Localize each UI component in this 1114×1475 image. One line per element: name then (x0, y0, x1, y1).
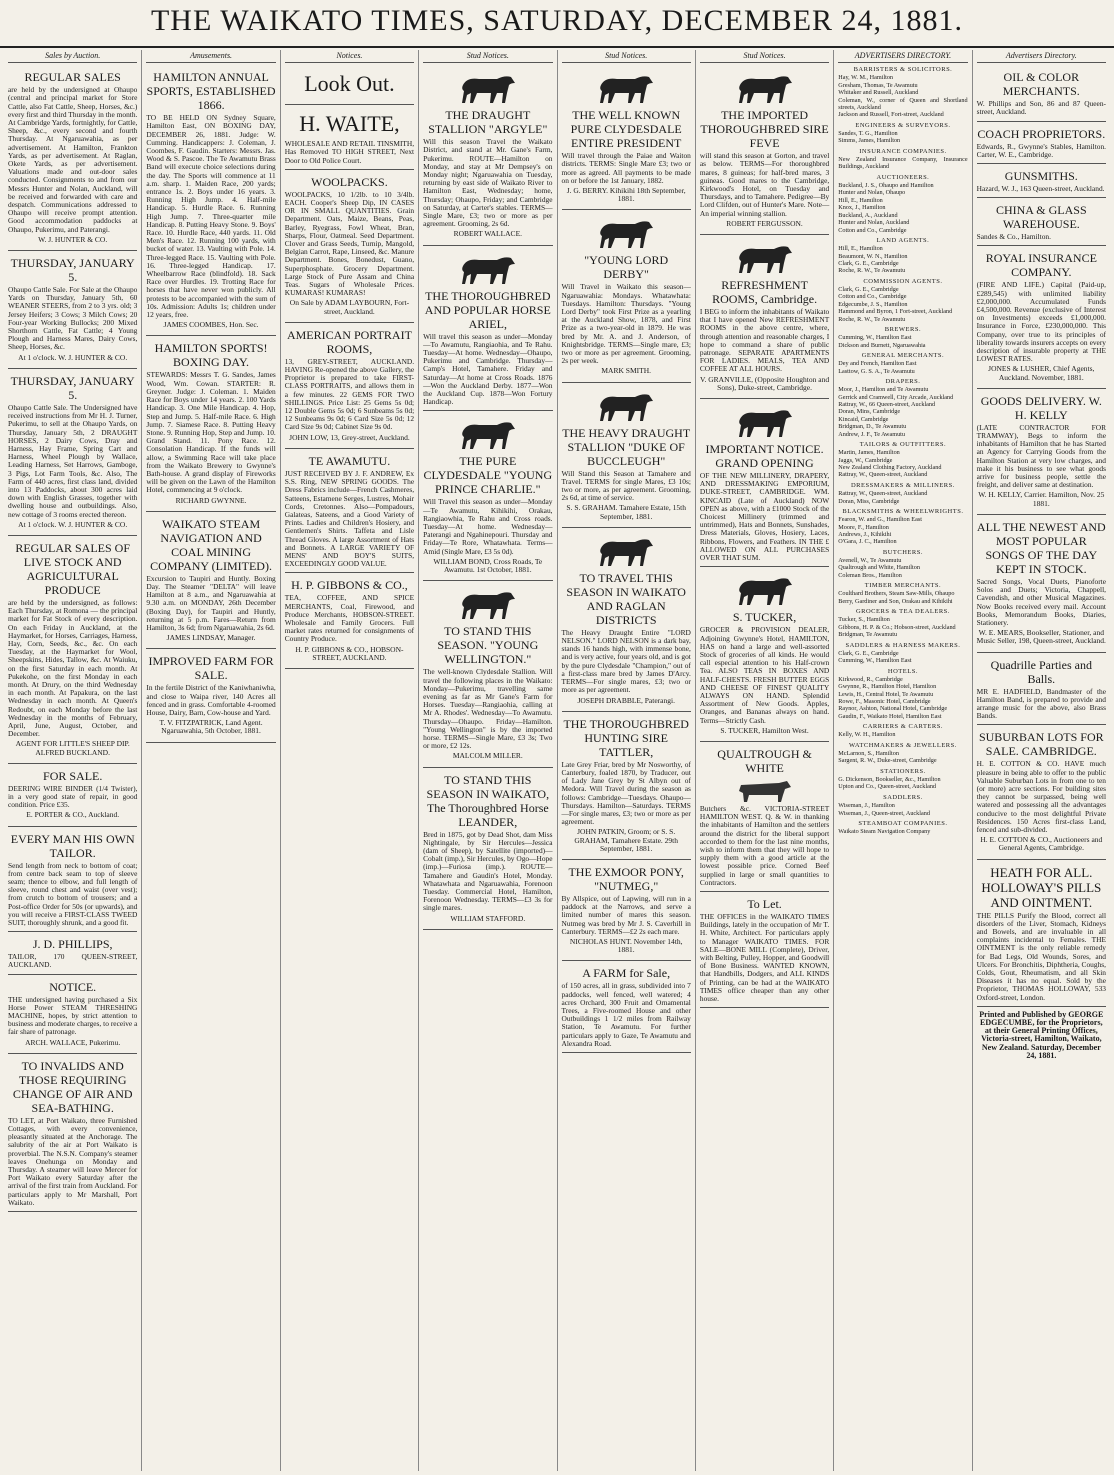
ad-body: Edwards, R., Gwynne's Stables, Hamilton. Carter, W. E., Cambridge. (976, 141, 1106, 159)
directory-category: GENERAL MERCHANTS. (861, 352, 945, 359)
directory-entry: Rattray, W., Queen-street, Auckland (838, 471, 928, 479)
horse-illustration-icon (591, 534, 661, 568)
ad-body: OF THE NEW MILLINERY, DRAPERY, AND DRESSMAKING EMPORIUM, DUKE-STREET, CAMBRIDGE. WM. KINCAID (Late of Auckland) NOW OPEN as above, with a £1000 Stock of the Choicest Millinery (trimmed and untrimmed), Hats and Bonnets, Sunshades, Dress Materials, Gloves, Hosiery, Laces, Ribbons, Flowers, and Feathers. IN THE £ ALLOWED ON ALL PURCHASES OVER THAT SUM. (699, 471, 830, 563)
directory-entry: Kirkwood, R., Cambridge (838, 675, 903, 683)
directory-category: BLACKSMITHS & WHEELWRIGHTS. (842, 507, 964, 515)
ad-body: Ohaupo Cattle Sale. For Sale at the Ohaupo Yards on Thursday, January 5th, 60 WEANER STEERS, from 2 to 3 yrs. old; 3 Jersey Heifers; 3 Cows; 3 Milch Cows; 20 Four-year Working Bullocks; 200 Mixed Shorthorn Cattle, Fat Cattle; 4 Young Plough and Harness Mares, Dairy Cows, Sheep, Horses, &c. (8, 285, 138, 352)
masthead-title: THE WAIKATO TIMES, SATURDAY, DECEMBER 24, 1881. (150, 4, 964, 37)
directory-entry: Wiseman, J., Queen-street, Auckland (838, 809, 930, 817)
horse-illustration-icon (591, 71, 661, 105)
directory-entry: Clark, G. E., Cambridge (838, 259, 899, 267)
ad-title: H. P. GIBBONS & CO., (291, 578, 408, 593)
ad-title: AMERICAN PORTRAIT ROOMS, (286, 327, 412, 356)
ad-body: W. Phillips and Son, 86 and 87 Queen-street, Auckland. (976, 99, 1106, 117)
ad-body: GROCER & PROVISION DEALER, Adjoining Gwynne's Hotel, HAMILTON, HAS on hand a large and well-assorted Stock of groceries of all kinds. He would call especial attention to his Half-crown Tea. ALSO TEAS IN BOXES AND HALF-CHESTS. FRESH BUTTER EGGS AND CHEESE OF FINEST QUALITY ALWAYS ON HAND. Splendid Assortment of New Goods. Apples, Oranges, and Bananas always on hand. Terms—Strictly Cash. (699, 625, 830, 725)
directory-entry: Hill, E., Hamilton (838, 196, 883, 204)
ad-body: are held by the undersigned at Ohaupo (central and principal market for Store Cattle, also Fat Cattle, Sheep, Horses, &c.) every first and third Thursday in the month. At Cambridge Yards, fortnightly, for Cattle, Sheep, &c., every second and fourth Thursday. At Ngaruawahia, as per advertisement. At Hamilton, Frankton Yards, as per advertisement. At Raglan, Okete Yards, as per advertisement. Valuations made and out-door sales conducted. Consignments to and from our Messrs Hunter and Nolan, Auckland, will be received and forwarded with care and despatch. Communications addressed to Ohaupo will receive prompt attention. Good accommodation paddocks at Ohaupo, Pukerimu, and Paterangi. (8, 85, 138, 234)
ad-signature: H. E. COTTON & CO., Auctioneers and General Agents, Cambridge. (980, 835, 1103, 853)
advertisement (977, 860, 1106, 1007)
directory-entry: Avenell, W., Te Awamutu (838, 556, 902, 564)
advertisement (285, 573, 414, 669)
advertisement (285, 449, 414, 573)
directory-entry: Wiseman, J., Hamilton (838, 802, 895, 810)
ad-body: Will Travel this season as under—Monday—Te Awamutu, Kihikihi, Orakau, Rangiaowhia, Te Rahu and Cross roads. Tuesday—At home. Wednesday—Paterangi and Ngahinepouri. Thursday and Friday—Te Rore, Whatawhata. Terms—Amid (Single Mare, £3 5s 0d). (423, 497, 553, 556)
ad-title: REFRESHMENT ROOMS, Cambridge. (712, 278, 818, 307)
ad-signature: V. GRANVILLE, (Opposite Houghton and Sons), Duke-street, Cambridge. (700, 374, 830, 392)
advertisement (146, 336, 275, 511)
ad-body: will stand this season at Gorton, and travel as below. TERMS—For thoroughbred mares, 8 guineas; for half-bred mares, 3 guineas. Good mares to the Cambridge, Kirkwood's Hotel, on Tuesday and Thursdays, and to Tamahere. Pedigree—By Lord Clifden, out of Hunter's Mare. Note—An imperial winning stallion. (699, 151, 830, 218)
imprint-footer: Printed and Published by GEORGE EDGECUMBE, for the Proprietors, at their General Printing Offices, Victoria-street, Hamilton, Waikato, New Zealand. Saturday, December 24, 1881. (979, 1009, 1104, 1060)
horse-illustration-icon (453, 252, 523, 286)
ad-title: IMPORTANT NOTICE. GRAND OPENING (705, 442, 824, 471)
advertisement (8, 536, 137, 764)
directory-entry: Rattray, W., 66 Queen-street, Auckland (838, 401, 936, 409)
ad-signature: ARCH. WALLACE, Pukerimu. (25, 1037, 121, 1047)
ad-signature: On Sale by ADAM LAYBOURN, Fort-street, Auckland. (289, 298, 410, 316)
advertisement (423, 246, 552, 412)
ad-title: HAMILTON SPORTS! BOXING DAY. (154, 341, 268, 370)
horse-illustration-icon (591, 216, 661, 250)
directory-entry: Tucker, S., Hamilton (838, 616, 890, 624)
column-heading: Notices. (285, 52, 414, 63)
ad-signature: ROBERT WALLACE. (453, 229, 523, 239)
ad-title: A FARM for Sale, (582, 966, 671, 981)
ad-title: H. WAITE, (299, 111, 400, 137)
directory-entry: Rowe, F., Masonic Hotel, Cambridge (838, 698, 931, 706)
column-heading: Advertisers Directory. (977, 52, 1106, 63)
advertisement (562, 712, 691, 860)
ad-body: DEERING WIRE BINDER (1/4 Twister), in a very good state of repair, in good condition. Price £35. (8, 783, 138, 810)
directory-entry: Moor, J., Hamilton and Te Awamutu (838, 386, 929, 394)
ad-body: Will this season Travel the Waikato District, and stand at Mr. Gane's Farm, Pukerimu. ROUTE—Hamilton on Monday, and stay at Mr Dempsey's on Monday night; Ngaruawahia on Tuesday, returning by east side of Waikato River to Hamilton East, Wednesday; home, Thursday; Ohaupo, Friday; and Cambridge on Saturday, at Carter's stables. TERMS—Single Mare, £3; two or more as per agreement. Grooming, 2s 6d. (423, 137, 553, 229)
ad-title: Quadrille Parties and Balls. (990, 657, 1092, 686)
ad-signature: ROBERT FERGUSSON. (726, 218, 803, 228)
ad-body: JUST RECEIVED BY J. F. ANDREW, Ex S.S. Ring, NEW SPRING GOODS. The Dress Fabrics include—French Cashmeres, Satteens, Estamene Serges, Lustres, Mohair Cords, Cretonnes. Also—Pompadours, Galateas, Sateens, and a Good Variety of Prints. Ladies and Children's Hosiery, and Gentlemen's Shirts. Taffeta and Lisle Thread Gloves. A large Assortment of Hats and Bonnets. A LARGE VARIETY OF MENS' AND BOY'S SUITS, EXCEEDINGLY GOOD VALUE. (284, 468, 415, 569)
directory-category: SADDLERS & HARNESS MAKERS. (845, 641, 961, 649)
column-3 (281, 50, 419, 1471)
directory-entry: Lasttow, G. S. A., Te Awamutu (838, 367, 915, 375)
directory-entry: Hunter and Nolan, Auckland (838, 219, 910, 227)
directory-category: WATCHMAKERS & JEWELLERS. (849, 741, 957, 749)
directory-entry: Rattray, W., Queen-street, Auckland (838, 490, 928, 498)
cow-illustration-icon (735, 777, 795, 803)
ad-body: H. E. COTTON & CO. HAVE much pleasure in being able to offer to the public Valuable Suburban Lots in from one to ten (or more) acre sections. For building sites they cannot be surpassed, being well watered and possessing all the advantages conducive to the most delightful Private Residences. 150 Acres first-class Land, fenced and sub-divided. (976, 759, 1106, 834)
column-heading: Stud Notices. (700, 52, 829, 63)
directory-category: TIMBER MERCHANTS. (864, 582, 942, 590)
advertisement (700, 892, 829, 1008)
advertisement (977, 389, 1106, 515)
ad-body: Late Grey Friar, bred by Mr Nosworthy, of Canterbury, foaled 1870, by Traducer, out of Lady Jane Grey by St Albyn out of Medora. Will Travel during the season as follows: Cambridge—Tuesdays. Ohaupo—Thursdays. Hamilton—Saturdays. TERMS—For single mares, £3; two or more as per agreement. (561, 759, 691, 827)
ad-title: GUNSMITHS. (1004, 169, 1078, 184)
directory-category: LAND AGENTS. (876, 236, 930, 244)
ad-signature: WILLIAM BOND, Cross Roads, Te Awamutu. 1st October, 1881. (433, 556, 543, 575)
advertisement (423, 65, 552, 245)
advertisement (977, 65, 1106, 121)
advertisement (8, 1054, 137, 1212)
directory-entry: Kelly, W. H., Hamilton (838, 731, 896, 739)
advertisement (423, 411, 552, 581)
advertisement (146, 65, 275, 336)
ad-title: THURSDAY, JANUARY 5. (10, 373, 135, 402)
ad-title: CHINA & GLASS WAREHOUSE. (995, 203, 1087, 232)
directory-entry: Beaumont, W. N., Hamilton (838, 252, 908, 260)
advertisement (562, 961, 691, 1053)
ad-title: WOOLPACKS. (311, 174, 388, 189)
directory-entry: Sandes, T. G., Hamilton (838, 130, 898, 138)
ad-title: THE WELL KNOWN PURE CLYDESDALE ENTIRE PRESIDENT (570, 108, 682, 151)
advertisement (423, 768, 552, 930)
directory-category: DRESSMAKERS & MILLINERS. (850, 481, 955, 489)
directory-entry: Qualtrough and White, Hamilton (838, 564, 920, 572)
ad-signature: S. S. GRAHAM. Tamahere Estate, 15th September, 1881. (566, 503, 686, 521)
directory-entry: Jackson and Russell, Fort-street, Auckland (838, 111, 944, 119)
ad-title: IMPROVED FARM FOR SALE. (148, 654, 274, 683)
ad-body: Will travel through the Paiae and Waiton districts. TERMS: Single Mare £3; two or more as agreed. All payments to be made on or before the 1st January, 1882. (561, 151, 691, 185)
ad-title: HAMILTON ANNUAL SPORTS, ESTABLISHED 1866. (146, 70, 276, 113)
directory-category: BUTCHERS. (882, 548, 923, 556)
directory-entry: Gwynne, R., Hamilton Hotel, Hamilton (838, 683, 937, 691)
ad-body: TO LET, at Port Waikato, three Furnished Cottages, with every convenience, pleasantly situated at the Anchorage. The salubrity of the air at Port Waikato is proverbial. The N.S.N. Company's steamer leaves Onehunga on Monday and Thursday. A steamer will leave Mercer for Port Waikato every Saturday after the arrival of the first train from Auckland. For particulars apply to Mr Marshall, Port Waikato. (8, 1115, 138, 1207)
column-8 (973, 50, 1110, 1471)
directory-category: ENGINEERS & SURVEYORS. (855, 121, 951, 129)
ad-body: I BEG to inform the inhabitants of Waikato that I have opened New REFRESHMENT ROOMS in the above centre, where, through attention and reasonable charges, I hope to command a share of public patronage. SEPARATE APARTMENTS FOR LADIES. MEALS, TEA AND COFFEE AT ALL HOURS. (699, 307, 830, 374)
advertisement (562, 383, 691, 528)
ad-signature: WILLIAM STAFFORD. (450, 913, 526, 923)
ad-title: THE THOROUGHBRED HUNTING SIRE TATTLER, (563, 716, 689, 759)
ad-body: 13, GREY-STREET, AUCKLAND. HAVING Re-opened the above Gallery, the Proprietor is prepared to take FIRST-CLASS PORTRAITS, and allows them in a few minutes. 22 GEMS FOR TWO SHILLINGS. Price List: 25 Gems 5s 0d; 12 Double Gems 5s 0d; 6 Sunbeams 5s 0d; 12 Sunbeams 9s 0d; 6 Card Size 5s 0d; 12 Card Size 9s 0d; Cabinet Size 9s 0d. (284, 356, 415, 432)
directory-entry: Edgecumbe, J. S., Hamilton (838, 300, 908, 308)
ad-body: of 150 acres, all in grass, subdivided into 7 paddocks, well fenced, well watered; 4 acres Orchard, 300 Fruit and Ornamental Trees, a Five-roomed House and other Outbuildings 1 1/2 miles from Railway Station, Te Awamutu. For further particulars apply to Gaze, Te Awamutu and Alexandra Road. (561, 981, 691, 1048)
ad-body: Excursion to Taupiri and Huntly. Boxing Day. The Steamer "DELTA" will leave Hamilton at 8 a.m., and Ngaruawahia at 9.30 a.m. on MONDAY, 26th December (Boxing Day), for Taupiri and Huntly, returning at 5 p.m. Fares—Return from Hamilton, 3s 6d; from Ngaruawahia, 2s 6d. (146, 573, 276, 632)
ad-title: COACH PROPRIETORS. (977, 126, 1106, 141)
ad-signature: JONES & LUSHER, Chief Agents, Auckland. November, 1881. (988, 364, 1095, 382)
directory-category: INSURANCE COMPANIES. (859, 147, 947, 155)
directory-entry: Bridgman, D., Te Awamutu (838, 423, 907, 431)
advertisement (8, 764, 137, 827)
directory-entry: Sargent, R. W., Duke-street, Cambridge (838, 757, 937, 765)
ad-title: To Let. (747, 896, 782, 911)
ad-title: QUALTROUGH & WHITE (717, 746, 812, 775)
directory-entry: Hill, E., Hamilton (838, 245, 883, 253)
advertisement (8, 251, 137, 369)
horse-illustration-icon (730, 573, 800, 607)
ad-title: TO TRAVEL THIS SEASON IN WAIKATO AND RAGLAN DISTRICTS (566, 570, 686, 627)
advertisement (423, 581, 552, 767)
advertisement (8, 932, 137, 974)
ad-title: REGULAR SALES OF LIVE STOCK AND AGRICULTURAL PRODUCE (15, 540, 131, 597)
directory-category: GROCERS & TEA DEALERS. (855, 608, 950, 616)
ad-signature: W. H. KELLY, Carrier. Hamilton, Nov. 25 1881. (978, 490, 1105, 508)
ad-body: Sacred Songs, Vocal Duets, Pianoforte Solos and Duets; Victoria, Chappell, Cavendish, and other Musical Magazines. Now Books received every mail. Account Books, Memorandum Books, Diaries, Stationery. (976, 576, 1106, 627)
ad-body: are held by the undersigned, as follows: Each Thursday, at Romona — the principal market for Fat Stock of every description. On each Friday in Auckland, at the Haymarket, for Horses, Carriages, Harness, Hay, Corn, Seeds, &c., &c. On each Tuesday, at the Haymarket for Wool, Sheepskins, Hides, Tallow, &c. At Waiuku, on the first Saturday in each month. At Pukekohe, on the first Monday in each month. At Drury, on the third Wednesday in each month. At Papakura, on the last Wednesday in each month. At Queen's Redoubt, on each Monday before the last Wednesday in the months of February, April, June, August, October, and December. (8, 597, 138, 739)
advertisement (977, 725, 1106, 859)
advertisement (562, 860, 691, 961)
directory-entry: Jaggs, W., Cambridge (838, 456, 893, 464)
directory-entry: Andrews, J., Kihikihi (838, 530, 892, 538)
ad-title: THE IMPORTED THOROUGHBRED SIRE FEVE (700, 108, 829, 151)
directory-entry: Waikato Steam Navigation Company (838, 828, 931, 836)
ad-signature: MARK SMITH. (601, 366, 651, 376)
advertisement (977, 164, 1106, 198)
ad-title: EVERY MAN HIS OWN TAILOR. (10, 831, 135, 860)
column-2 (142, 50, 280, 1471)
directory-category: TAILORS & OUTFITTERS. (859, 441, 947, 449)
directory-entry: G. Dickenson, Bookseller, &c., Hamilton (838, 776, 941, 784)
directory-entry: Coleman Bros., Hamilton (838, 571, 902, 579)
advertisement (285, 65, 414, 105)
ad-body: Hazard, W. J., 163 Queen-street, Auckland. (976, 184, 1105, 194)
column-4 (419, 50, 557, 1471)
advertisement (977, 653, 1106, 726)
directory-entry: Roche, R. W., Te Awamutu (838, 267, 906, 275)
directory-entry: Gibbons, H. P. & Co.; Hobson-street, Auckland (838, 623, 956, 631)
ad-title: ALL THE NEWEST AND MOST POPULAR SONGS OF THE DAY KEPT IN STOCK. (976, 519, 1106, 576)
directory-entry: O'Gara, J. C., Hamilton (838, 538, 897, 546)
ad-title: S. TUCKER, (732, 610, 797, 625)
directory-entry: Knox, J., Hamilton (838, 204, 886, 212)
advertisement (977, 198, 1106, 246)
ad-signature: At 1 o'clock. W. J. HUNTER & CO. (18, 519, 128, 529)
column-heading: Amusements. (146, 52, 275, 63)
directory-entry: Simms, James, Hamilton (838, 137, 901, 145)
directory-category: BREWERS. (884, 325, 922, 333)
ad-body: The Heavy Draught Entire "LORD NELSON." LORD NELSON is a dark bay, stands 16 hands high, with immense bone, and is very active, four years old, and is got by the pure Clydesdale "Champion," out of a first-class mare bred by James D'Arcy. TERMS—For single mares, £3; two or more as per agreement. (561, 627, 691, 695)
ad-signature: J. G. BERRY. Kihikihi 18th September, 1881. (566, 186, 686, 204)
ad-title: TO STAND THIS SEASON IN WAIKATO, The Thoroughbred Horse LEANDER, (426, 772, 550, 829)
ad-body: MR E. HADFIELD, Bandmaster of the Hamilton Band, is prepared to provide and arrange music for the above, also Brass Bands. (976, 686, 1106, 721)
column-7 (834, 50, 972, 1471)
ad-body: Sandes & Co., Hamilton. (976, 232, 1051, 242)
ad-body: WOOLPACKS, 10 1/2lb. to 10 3/4lb. EACH. Cooper's Sheep Dip, IN CASES OR IN SMALL QUANTITIES. Grain Department. Oats, Maize, Beans, Peas, Barley, Ryegrass, Fowl Wheat, Bran, Sharps, Flour, Oatmeal. Seed Department. Clover and Grass Seeds, Turnip, Mangold, Belgian Carrot, Rape, Linseed, &c. Manure Department. Bones, Bonedust, Guano, Superphosphate. Grocery Department. Large Stock of Pure Assam and China Teas. Sugars of Wholesale Prices. KUMARAS! KUMARAS! (284, 189, 415, 298)
directory-entry: Coulthard Brothers, Steam Saw-Mills, Ohaupo (838, 590, 955, 598)
ad-body: Will Travel in Waikato this season—Ngaruawahia: Mondays. Whatawhata: Tuesdays. Hamilton: Thursdays. "Young Lord Derby" took First Prize as a yearling at the Auckland Show, 1878, and First Prize as a two-year-old in 1879. He was bred by Mr. A. and J. Anderson, of Knightsbridge. TERMS—Single mare, £3; two or more as per agreement. Grooming, 2s per week. (561, 282, 691, 366)
ad-body: TO BE HELD ON Sydney Square, Hamilton East, ON BOXING DAY, DECEMBER 26, 1881. Judge: W. Cumming. Handicappers: J. Coleman, J. Coombes, F. Gaudin. Starters: Messrs. Jas. Wood & S. Pascoe. The Te Awamutu Brass Band will execute choice selections during the day. The Sports will commence at 11 a.m. sharp. 1. Maiden Race, 200 yards; entrance 1s. 2. Boys under 16 years. 3. Running High Jump. 4. Half-mile Handicap. 5. Hurdle Race. 6. Running High Jump. 7. Three-quarter mile Handicap. 8. Putting Heavy Stone. 9. Boys' Race. 10. Hurdle Race, 440 yards. 11. Old Men's Race. 12. Running 100 yards, with bucket of water. 13. Vaulting with Pole. 14. Three-legged Race. 15. Vaulting with Pole. 16. Three-legged Handicap. 17. Wheelbarrow Race (blindfold). 18. Sack Race over Hurdles. 19. Trotting Race for horses that have never won publicly. All protests to be accompanied with the sum of 10s. Admission: Adults 1s; children under 12 years, free. (146, 113, 276, 320)
ad-signature: JOHN PATKIN, Groom; or S. S. GRAHAM, Tamahere Estate. 29th September, 1881. (574, 827, 679, 853)
columns-container (4, 50, 1110, 1471)
column-6 (696, 50, 834, 1471)
ad-signature: NICHOLAS HUNT. November 14th, 1881. (569, 936, 683, 955)
ad-signature: W. E. MEARS, Bookseller, Stationer, and Music Seller, 198, Queen-street, Auckland. (976, 628, 1106, 646)
directory-category: STEAMBOAT COMPANIES. (858, 819, 948, 827)
directory-category: STATIONERS. (880, 767, 926, 775)
ad-body: Will Stand this Season at Tamahere and Travel. TERMS for single Mares, £3 10s; two or more, as per agreement. Grooming, 2s 6d, at time of service. (561, 468, 691, 503)
ad-signature: T. V. FITZPATRICK, Land Agent. Ngaruawahia, 5th October, 1881. (159, 718, 263, 736)
directory-entry: Andrew, J. F., Te Awamutu (838, 430, 905, 438)
advertisement (285, 323, 414, 449)
ad-body: TEA, COFFEE, AND SPICE MERCHANTS, Coal, Firewood, and Produce Merchants, HOBSON-STREET. Wholesale and Family Grocers. Full market rates returned for consignments of Country Produce. (284, 593, 415, 644)
ad-body: THE OFFICES in the WAIKATO TIMES Buildings, lately in the occupation of Mr T. H. White, Architect. For particulars apply to Manager WAIKATO TIMES. FOR SALE—BONE MILL (Complete), Driver, with Belting, Pulley, Hopper, and Goodwill of Bone Business. WANTED KNOWN, that Handbills, Dodgers, and ALL KINDS of Printing, can be had at the WAIKATO TIMES office cheaper than any other house. (699, 911, 830, 1003)
directory-entry: Gresham, Thomas, Te Awamutu (838, 81, 918, 89)
ad-body: The well-known Clydesdale Stallion. Will travel the following places in the Waikato: Monday—Pukerimu, travelling same evening as far as Mr Gane's Farm for Horses. Tuesday—Rangiaohia, calling at Mr A. Rhodes'. Wednesday—To Awamutu. Thursday—Ohaupo. Friday—Hamilton. "Young Wellington" is by the imported horse. TERMS—Single Mare, £3 3s; Two or more, £2 12s. (423, 667, 553, 751)
horse-illustration-icon (453, 71, 523, 105)
advertisement (285, 105, 414, 170)
directory-entry: New Zealand Insurance Company, Insurance Buildings, Auckland (838, 156, 968, 171)
ad-title: THE THOROUGHBRED AND POPULAR HORSE ARIEL, (424, 288, 551, 331)
ad-title: "YOUNG LORD DERBY" (584, 253, 669, 282)
horse-illustration-icon (730, 405, 800, 439)
ad-body: THE PILLS Purify the Blood, correct all disorders of the Liver, Stomach, Kidneys and Bowels, and are invaluable in all complaints incidental to Females. THE OINTMENT is the only reliable remedy for Bad Legs, Old Wounds, Sores, and Ulcers. For Bronchitis, Diphtheria, Coughs, Colds, Gout, Rheumatism, and all Skin Diseases it has no equal. Sold by the Proprietor, THOMAS HOLLOWAY, 533 Oxford-street, London. (976, 910, 1106, 1002)
ad-body: THE undersigned having purchased a Six Horse Power STEAM THRESHING MACHINE, hopes, by strict attention to business and moderate charges, to receive a fair share of patronage. (8, 994, 138, 1037)
directory-entry: Hammond and Byron, 1 Fort-street, Auckland (838, 308, 953, 316)
horse-illustration-icon (730, 71, 800, 105)
directory-entry: Coleman, W., corner of Queen and Shortland streets, Auckland (838, 96, 968, 112)
directory-entry: Doran, Mins, Cambridge (838, 408, 901, 416)
directory-entry: Berry, Gardiner and Son, Orakau and Kihikihi (838, 597, 953, 605)
advertisement (146, 649, 275, 742)
horse-illustration-icon (453, 587, 523, 621)
ad-signature: MALCOLM MILLER. (452, 751, 523, 761)
directory-entry: Cumming, W., Hamilton East (838, 657, 912, 665)
directory-category: BARRISTERS & SOLICITORS. (853, 66, 953, 74)
ad-body: Will travel this season as under—Monday—To Awamutu, Rangiaohia, and Te Rahu. Tuesday—At home. Wednesday—Ohaupo, Pukerimu and Cambridge. Thursday—Camp's Hotel, Tamahere. Friday and Saturday—At home at Cross Roads. 1876—Won the Auckland Derby. 1877—Won the Auckland Cup. 1878—Won Fortury Handicap. (423, 331, 553, 407)
directory-entry: Martin, James, Hamilton (838, 449, 900, 457)
directory-entry: Raynor, Ashton, National Hotel, Cambridge (838, 705, 948, 713)
ad-signature: JOHN LOW, 13, Grey-street, Auckland. (289, 432, 410, 442)
column-heading: ADVERTISERS DIRECTORY. (838, 52, 967, 63)
ad-signature: At 1 o'clock. W. J. HUNTER & CO. (18, 352, 128, 362)
ad-signature: H. P. GIBBONS & CO., HOBSON-STREET, AUCKLAND. (295, 644, 404, 662)
ad-signature: JAMES COOMBES, Hon. Sec. (163, 320, 259, 330)
directory-entry: Hunter and Nolan, Ohaupo (838, 189, 906, 197)
column-5 (558, 50, 696, 1471)
directory-entry: Dickson and Burnett, Ngaruawahia (838, 341, 926, 349)
advertisement (8, 827, 137, 933)
directory-entry: Hay, W. M., Hamilton (838, 74, 894, 82)
directory-entry: Buckland, J. S., Ohaupo and Hamilton (838, 182, 934, 190)
advertisement (8, 975, 137, 1054)
ad-title: THE DRAUGHT STALLION "ARGYLE" (428, 108, 548, 137)
advertisement (146, 512, 275, 650)
ad-signature: S. TUCKER, Hamilton West. (720, 725, 809, 735)
ad-title: THE PURE CLYDESDALE "YOUNG PRINCE CHARLIE." (423, 454, 553, 497)
ad-title: TO STAND THIS SEASON. "YOUNG WELLINGTON." (437, 624, 539, 667)
directory-entry: McLarnon, S., Hamilton (838, 750, 899, 758)
directory-entry: Doran, Miss, Cambridge (838, 497, 900, 505)
ad-signature: AGENT FOR LITTLE'S SHEEP DIP. ALFRED BUCKLAND. (15, 739, 130, 757)
column-heading: Stud Notices. (562, 52, 691, 63)
horse-illustration-icon (591, 389, 661, 423)
advertisement (562, 210, 691, 382)
ad-title: FOR SALE. (43, 768, 103, 783)
directory-entry: Roche, R. W., Te Awamutu (838, 315, 906, 323)
ad-signature: RICHARD GWYNNE. (175, 495, 247, 505)
directory-entry: Gerrick and Cramwell, City Arcade, Auckland (838, 393, 954, 401)
horse-illustration-icon (730, 241, 800, 275)
directory-entry: Kincaid, Cambridge (838, 415, 889, 423)
directory-entry: Upton and Co., Queen-street, Auckland (838, 783, 937, 791)
directory-category: AUCTIONEERS. (876, 173, 930, 181)
ad-title: Look Out. (304, 71, 395, 97)
directory-entry: Cumming, W., Hamilton East (838, 334, 912, 342)
ad-title: THE HEAVY DRAUGHT STALLION "DUKE OF BUCCLEUGH" (562, 425, 691, 468)
ad-title: TE AWAMUTU. (308, 453, 391, 468)
directory-entry: Cotton and Co., Cambridge (838, 293, 907, 301)
ad-title: ROYAL INSURANCE COMPANY. (985, 251, 1097, 280)
directory-entry: Cotton and Co., Cambridge (838, 226, 907, 234)
ad-title: J. D. PHILLIPS, (32, 937, 113, 952)
ad-body: (LATE CONTRACTOR FOR TRAMWAY), Begs to inform the inhabitants of Hamilton that he has Started an Agency for Carrying Goods from the Hamilton Station at very low charges, and make it his business to see what goods arrive for business people, settle the freight, and deliver same at destination. (976, 422, 1106, 490)
ad-body: Ohaupo Cattle Sale. The Undersigned have received instructions from Mr H. J. Turner, Pukerimu, to sell at the Ohaupo Yards, on Thursday, January 5th, 2 DRAUGHT HORSES, 2 Dairy Cows, Dray and Harness, Hay Frame, Spring Cart and Harness, Wheel Plough by Wallace, Leading Harness, Set Harrows, Gamboge, 3 Pigs, Lot Farm Tools, &c. Also, The Farm of 440 acres, first class land, divided into 13 Paddocks, about 300 acres laid down with English Grasses, together with dwelling house and outbuildings. Also, new cottage of 3 rooms erected thereon. (8, 402, 138, 519)
ad-body: TAILOR, 170 QUEEN-STREET, AUCKLAND. (8, 952, 138, 970)
ad-title: NOTICE. (49, 979, 97, 994)
ad-title: GOODS DELIVERY. W. H. KELLY (980, 393, 1102, 422)
directory-category: COMMISSION AGENTS. (863, 277, 943, 285)
advertisement (8, 369, 137, 536)
ad-body: By Allspice, out of Lapwing, will run in a paddock at the Narrows, and serve a limited number of mares this season. Nutmeg was bred by Mr J. S. Caverhill in Canterbury. TERMS—£2 2s each mare. (561, 893, 691, 936)
directory-category: DRAPERS. (885, 378, 921, 386)
directory-entry: Dey and French, Hamilton East (838, 360, 917, 368)
advertisement (977, 246, 1106, 388)
directory-category: SADDLERS. (883, 793, 923, 801)
directory-entry: Clark, G. E., Cambridge (838, 285, 899, 293)
ad-title: WAIKATO STEAM NAVIGATION AND COAL MINING COMPANY (LIMITED). (150, 516, 272, 573)
directory-entry: Bridgman, Te Awamutu (838, 631, 898, 639)
directory-entry: Lewis, H., Central Hotel, Te Awamutu (838, 690, 934, 698)
ad-body: Butchers &c. VICTORIA-STREET HAMILTON WEST. Q. & W. in thanking the inhabitants of Hamilton and the settlers around the district for the liberal support accorded to them for the last nine months, wish to inform them that they will hope to supply them with a good article at the lowest possible price. Corned Beef supplied in large or small quantities to Contractors. (699, 803, 830, 887)
ad-title: THURSDAY, JANUARY 5. (10, 256, 135, 285)
directory-entry: Clark, G. E., Cambridge (838, 649, 899, 657)
ad-title: OIL & COLOR MERCHANTS. (1002, 70, 1080, 99)
ad-body: STEWARDS: Messrs T. G. Sandes, James Wood, Wm. Cowan. STARTER: R. Greyner. Judge: J. Coleman. 1. Maiden Race for Boys under 14 years. 2. 100 Yards Handicap. 3. One Mile Handicap. 4. Hop, Step and Jump. 5. Half-mile Race. 6. High Jump. 7. Siamese Race. 8. Putting Heavy Stone. 9. Running Hop, Step and Jump. 10. Grand Stand. 11. Pony Race. 12. Consolation Handicap. If the funds will allow, a Swimming Race will take place from the Waikato Brewery to Gwynne's Bath-house. A grand display of Fireworks will be given on the Lawn of the Hamilton Hotel, commencing at 9 o'clock. (146, 370, 276, 495)
ad-title: SUBURBAN LOTS FOR SALE. CAMBRIDGE. (978, 730, 1104, 759)
ad-title: HEATH FOR ALL. HOLLOWAY'S PILLS AND OINTMENT. (981, 864, 1102, 910)
directory-entry: New Zealand Clothing Factory, Auckland (838, 464, 942, 472)
ad-title: TO INVALIDS AND THOSE REQUIRING CHANGE OF AIR AND SEA-BATHING. (12, 1058, 133, 1115)
directory-entry: Fearon, W. and G., Hamilton East (838, 516, 922, 524)
column-heading: Sales by Auction. (8, 52, 137, 63)
ad-body: Send length from neck to bottom of coat; from centre back seam to top of sleeve seam; thence to elbow, and full length of sleeve, round chest and waist (over vest); from crutch to bottom of trousers; and a Post-office Order for 50s (or upwards), and you will receive a FIRST-CLASS TWEED SUIT, thoroughly shrunk, and a good fit. (8, 860, 138, 928)
directory-entry: Buckland, A., Auckland (838, 211, 898, 219)
advertisement (977, 122, 1106, 164)
column-1 (4, 50, 142, 1471)
ad-signature: JAMES LINDSAY, Manager. (166, 633, 256, 643)
ad-title: REGULAR SALES (24, 70, 121, 85)
advertisement (562, 528, 691, 712)
ad-body: (FIRE AND LIFE.) Capital (Paid-up, £289,545) with unlimited liability £2,000,000. Accumulated Funds £4,500,000. Revenue (exclusive of Interest on Investments) exceeds £1,000,000. Insurance in Force, £230,000,000. This Company, over true to its principles of liberality towards insurers accepts on every description of insurable property at THE LOWEST RATES. (976, 280, 1106, 364)
advertisement (700, 65, 829, 235)
masthead (0, 0, 1114, 48)
horse-illustration-icon (453, 417, 523, 451)
ad-body: In the fertile District of the Kaniwhaniwha, and close to Waipa river, 140 Acres all fenced and in grass. Comfortable 4-roomed House, Dairy, Barn, Cow-house and Yard. (146, 683, 276, 717)
directory-entry: Moore, F., Hamilton (838, 523, 889, 531)
ad-signature: E. PORTER & CO., Auckland. (26, 810, 120, 820)
directory-entry: Whitaker and Russell, Auckland (838, 89, 919, 97)
directory-entry: Gaudin, F., Waikato Hotel, Hamilton East (838, 712, 942, 720)
advertisement (700, 742, 829, 892)
advertisement (977, 515, 1106, 653)
ad-signature: JOSEPH DRABBLE, Paterangi. (577, 695, 675, 705)
directory-category: HOTELS. (887, 667, 918, 675)
advertisement (8, 65, 137, 251)
advertisement (700, 399, 829, 567)
ad-body: WHOLESALE AND RETAIL TINSMITH, Has Removed TO HIGH STREET, Next Door to Old Police Court. (284, 139, 415, 165)
ad-title: THE EXMOOR PONY, "NUTMEG," (568, 864, 684, 893)
advertisement (562, 65, 691, 210)
advertisement (700, 567, 829, 742)
advertisement (700, 235, 829, 399)
advertisement (285, 170, 414, 323)
directory-category: CARRIERS & CARTERS. (862, 723, 943, 731)
ad-signature: W. J. HUNTER & CO. (38, 234, 108, 244)
column-heading: Stud Notices. (423, 52, 552, 63)
ad-body: Bred in 1875, got by Dead Shot, dam Miss Nightingale, by Sir Hercules—Jessica (dam of Sheep), by Satellite (imported)—Cobalt (imp.), Sir Hercules, by Ogo—Hope (imp.)—Furiosa (imp.). ROUTE—Tamahere and Gaudin's Hotel, Monday. Whatawhata and Ngaruawahia, Forenoon Tuesday. Commercial Hotel, Hamilton, Forenoon Wednesday. TERMS—£3 3s for single mares. (423, 829, 553, 913)
